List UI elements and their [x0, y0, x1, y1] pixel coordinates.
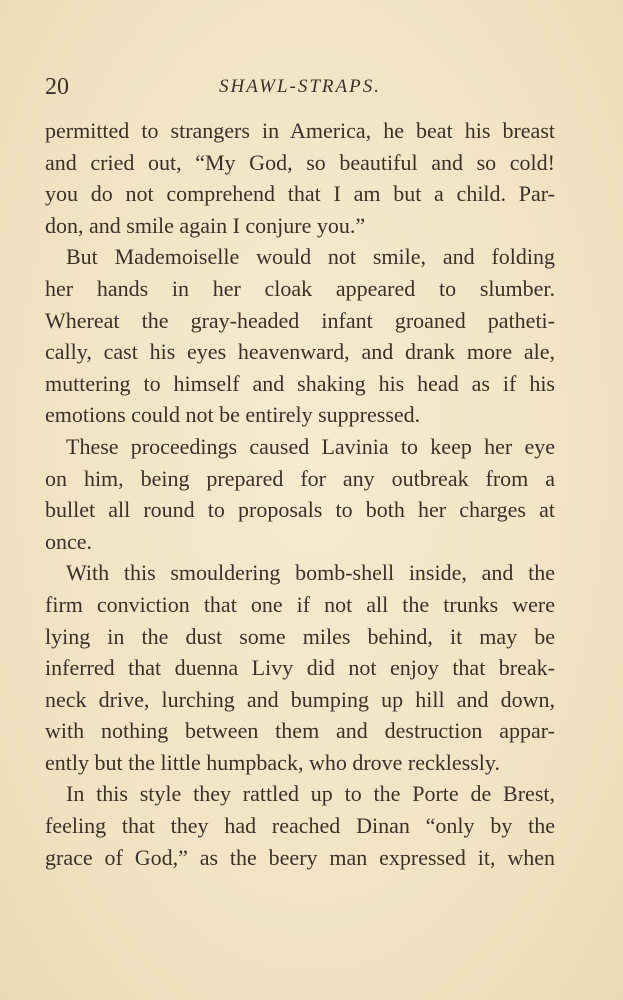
- text-line: But Mademoiselle would not smile, and folding: [66, 244, 555, 270]
- text-line: and cried out, “My God, so beautiful and so cold!: [45, 149, 555, 175]
- body-text: [45, 115, 555, 873]
- running-head: SHAWL-STRAPS.: [219, 76, 381, 97]
- text-line: once.: [45, 528, 93, 554]
- text-line: firm conviction that one if not all the trunks were: [45, 591, 555, 617]
- text-line: In this style they rattled up to the Porte de Brest,: [66, 781, 555, 807]
- text-line: on him, being prepared for any outbreak from a: [45, 465, 555, 491]
- text-line: with nothing between them and destruction appar-: [45, 718, 555, 744]
- text-line: bullet all round to proposals to both her charges at: [45, 497, 555, 523]
- text-line: don, and smile again I conjure you.”: [45, 212, 366, 238]
- text-line: inferred that duenna Livy did not enjoy that break-: [45, 655, 555, 681]
- text-line: muttering to himself and shaking his head as if his: [45, 370, 555, 396]
- text-line: ently but the little humpback, who drove recklessly.: [45, 749, 500, 775]
- text-line: her hands in her cloak appeared to slumber.: [45, 275, 555, 301]
- text-line: With this smouldering bomb-shell inside, and the: [66, 560, 555, 586]
- text-line: lying in the dust some miles behind, it may be: [45, 623, 555, 649]
- text-line: emotions could not be entirely suppressed.: [45, 402, 421, 428]
- text-line: neck drive, lurching and bumping up hill and down,: [45, 686, 555, 712]
- text-line: cally, cast his eyes heavenward, and drank more ale,: [45, 339, 555, 365]
- text-line: These proceedings caused Lavinia to keep her eye: [66, 433, 555, 459]
- text-line: grace of God,” as the beery man expressed it, when: [45, 844, 555, 870]
- page-number: 20: [45, 74, 69, 100]
- text-line: Whereat the gray-headed infant groaned patheti-: [45, 307, 555, 333]
- text-line: you do not comprehend that I am but a child. Par-: [45, 181, 555, 207]
- text-line: feeling that they had reached Dinan “only by the: [45, 813, 555, 839]
- page-header: [45, 70, 555, 104]
- text-line: permitted to strangers in America, he beat his breast: [45, 118, 555, 143]
